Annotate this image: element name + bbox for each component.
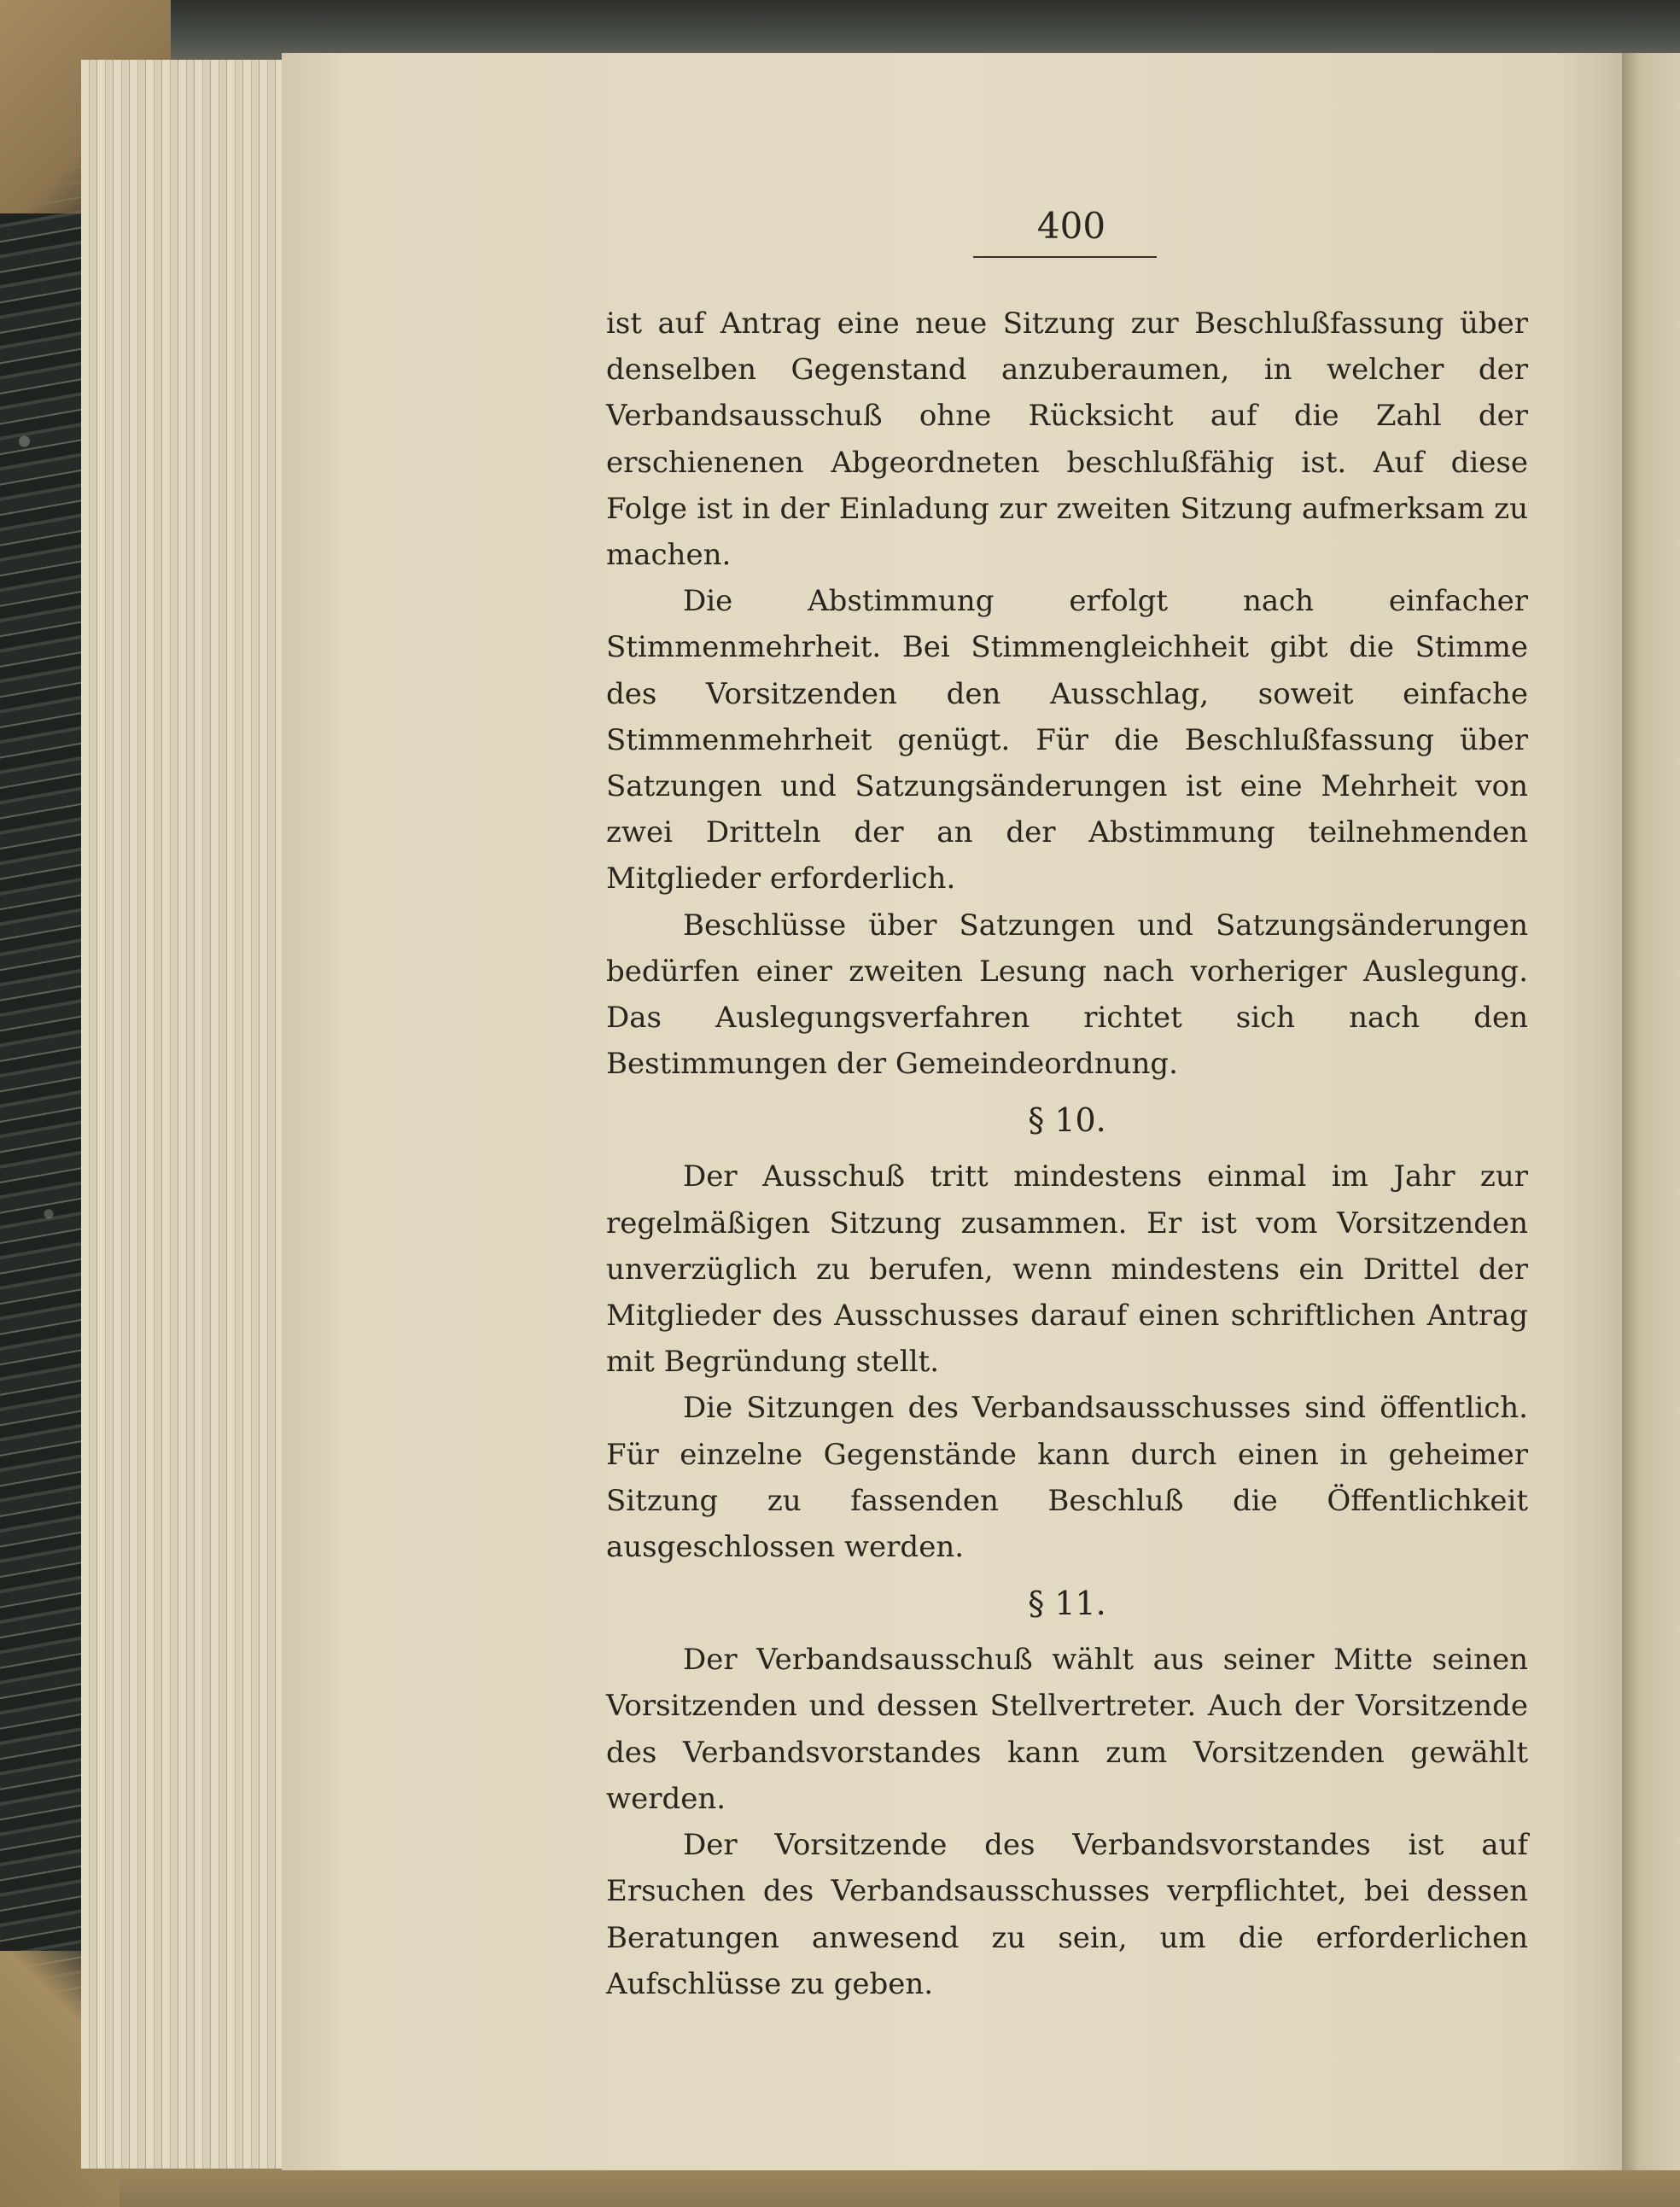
paragraph-voting: Die Abstimmung erfolgt nach einfacher Stimmenmehrheit. Bei Stimmengleichheit gibt die Stimme des Vorsitzenden den Ausschlag, soweit einfache Stimmenmehrheit genügt. Für die Beschlußfassung über Satzungen und Satzungsänderungen ist eine Mehrheit von zwei Dritteln der an der Abstimmung teilnehmenden Mitglieder erforderlich.: [606, 584, 1528, 896]
paragraph-committee-meetings: Der Ausschuß tritt mindestens einmal im Jahr zur regelmäßigen Sitzung zusammen. Er ist vom Vorsitzenden unverzüglich zu berufen, wenn mindestens ein Drittel der Mitglieder des Ausschusses darauf einen schriftlichen Antrag mit Begründung stellt.: [606, 1159, 1528, 1380]
section-heading-11: § 11.: [1028, 1585, 1106, 1623]
page-edges: [81, 60, 295, 2169]
paragraph-public-sessions: Die Sitzungen des Verbandsausschusses sind öffentlich. Für einzelne Gegenstände kann durch einen in geheimer Sitzung zu fassenden Beschluß die Öffentlichkeit ausgeschlossen werden.: [606, 1391, 1528, 1565]
paragraph-resolutions: Beschlüsse über Satzungen und Satzungsänderungen bedürfen einer zweiten Lesung nach vorheriger Auslegung. Das Auslegungsverfahren richtet sich nach den Bestimmungen der Gemeindeordnung.: [606, 908, 1528, 1082]
body-text: [606, 301, 1528, 2007]
paragraph-continued: ist auf Antrag eine neue Sitzung zur Beschlußfassung über denselben Gegenstand anzuberaumen, in welcher der Verbandsausschuß ohne Rücksicht auf die Zahl der erschienenen Abgeordneten beschlußfähig ist. Auf diese Folge ist in der Einladung zur zweiten Sitzung aufmerksam zu machen.: [606, 307, 1528, 573]
section-heading-10: § 10.: [1028, 1101, 1106, 1140]
paragraph-chairman-duties: Der Vorsitzende des Verbandsvorstandes ist auf Ersuchen des Verbandsausschusses verpflichtet, bei dessen Beratungen anwesend zu sein, um die erforderlichen Aufschlüsse zu geben.: [606, 1828, 1528, 2001]
page-number: 400: [1036, 205, 1106, 247]
page-number-rule: [973, 256, 1157, 258]
paragraph-chairman-election: Der Verbandsausschuß wählt aus seiner Mitte seinen Vorsitzenden und dessen Stellvertreter. Auch der Vorsitzende des Verbandsvorstandes kann zum Vorsitzenden gewählt werden.: [606, 1643, 1528, 1816]
marbled-cover: [0, 0, 81, 2207]
facing-page-edge: [1622, 53, 1680, 2170]
